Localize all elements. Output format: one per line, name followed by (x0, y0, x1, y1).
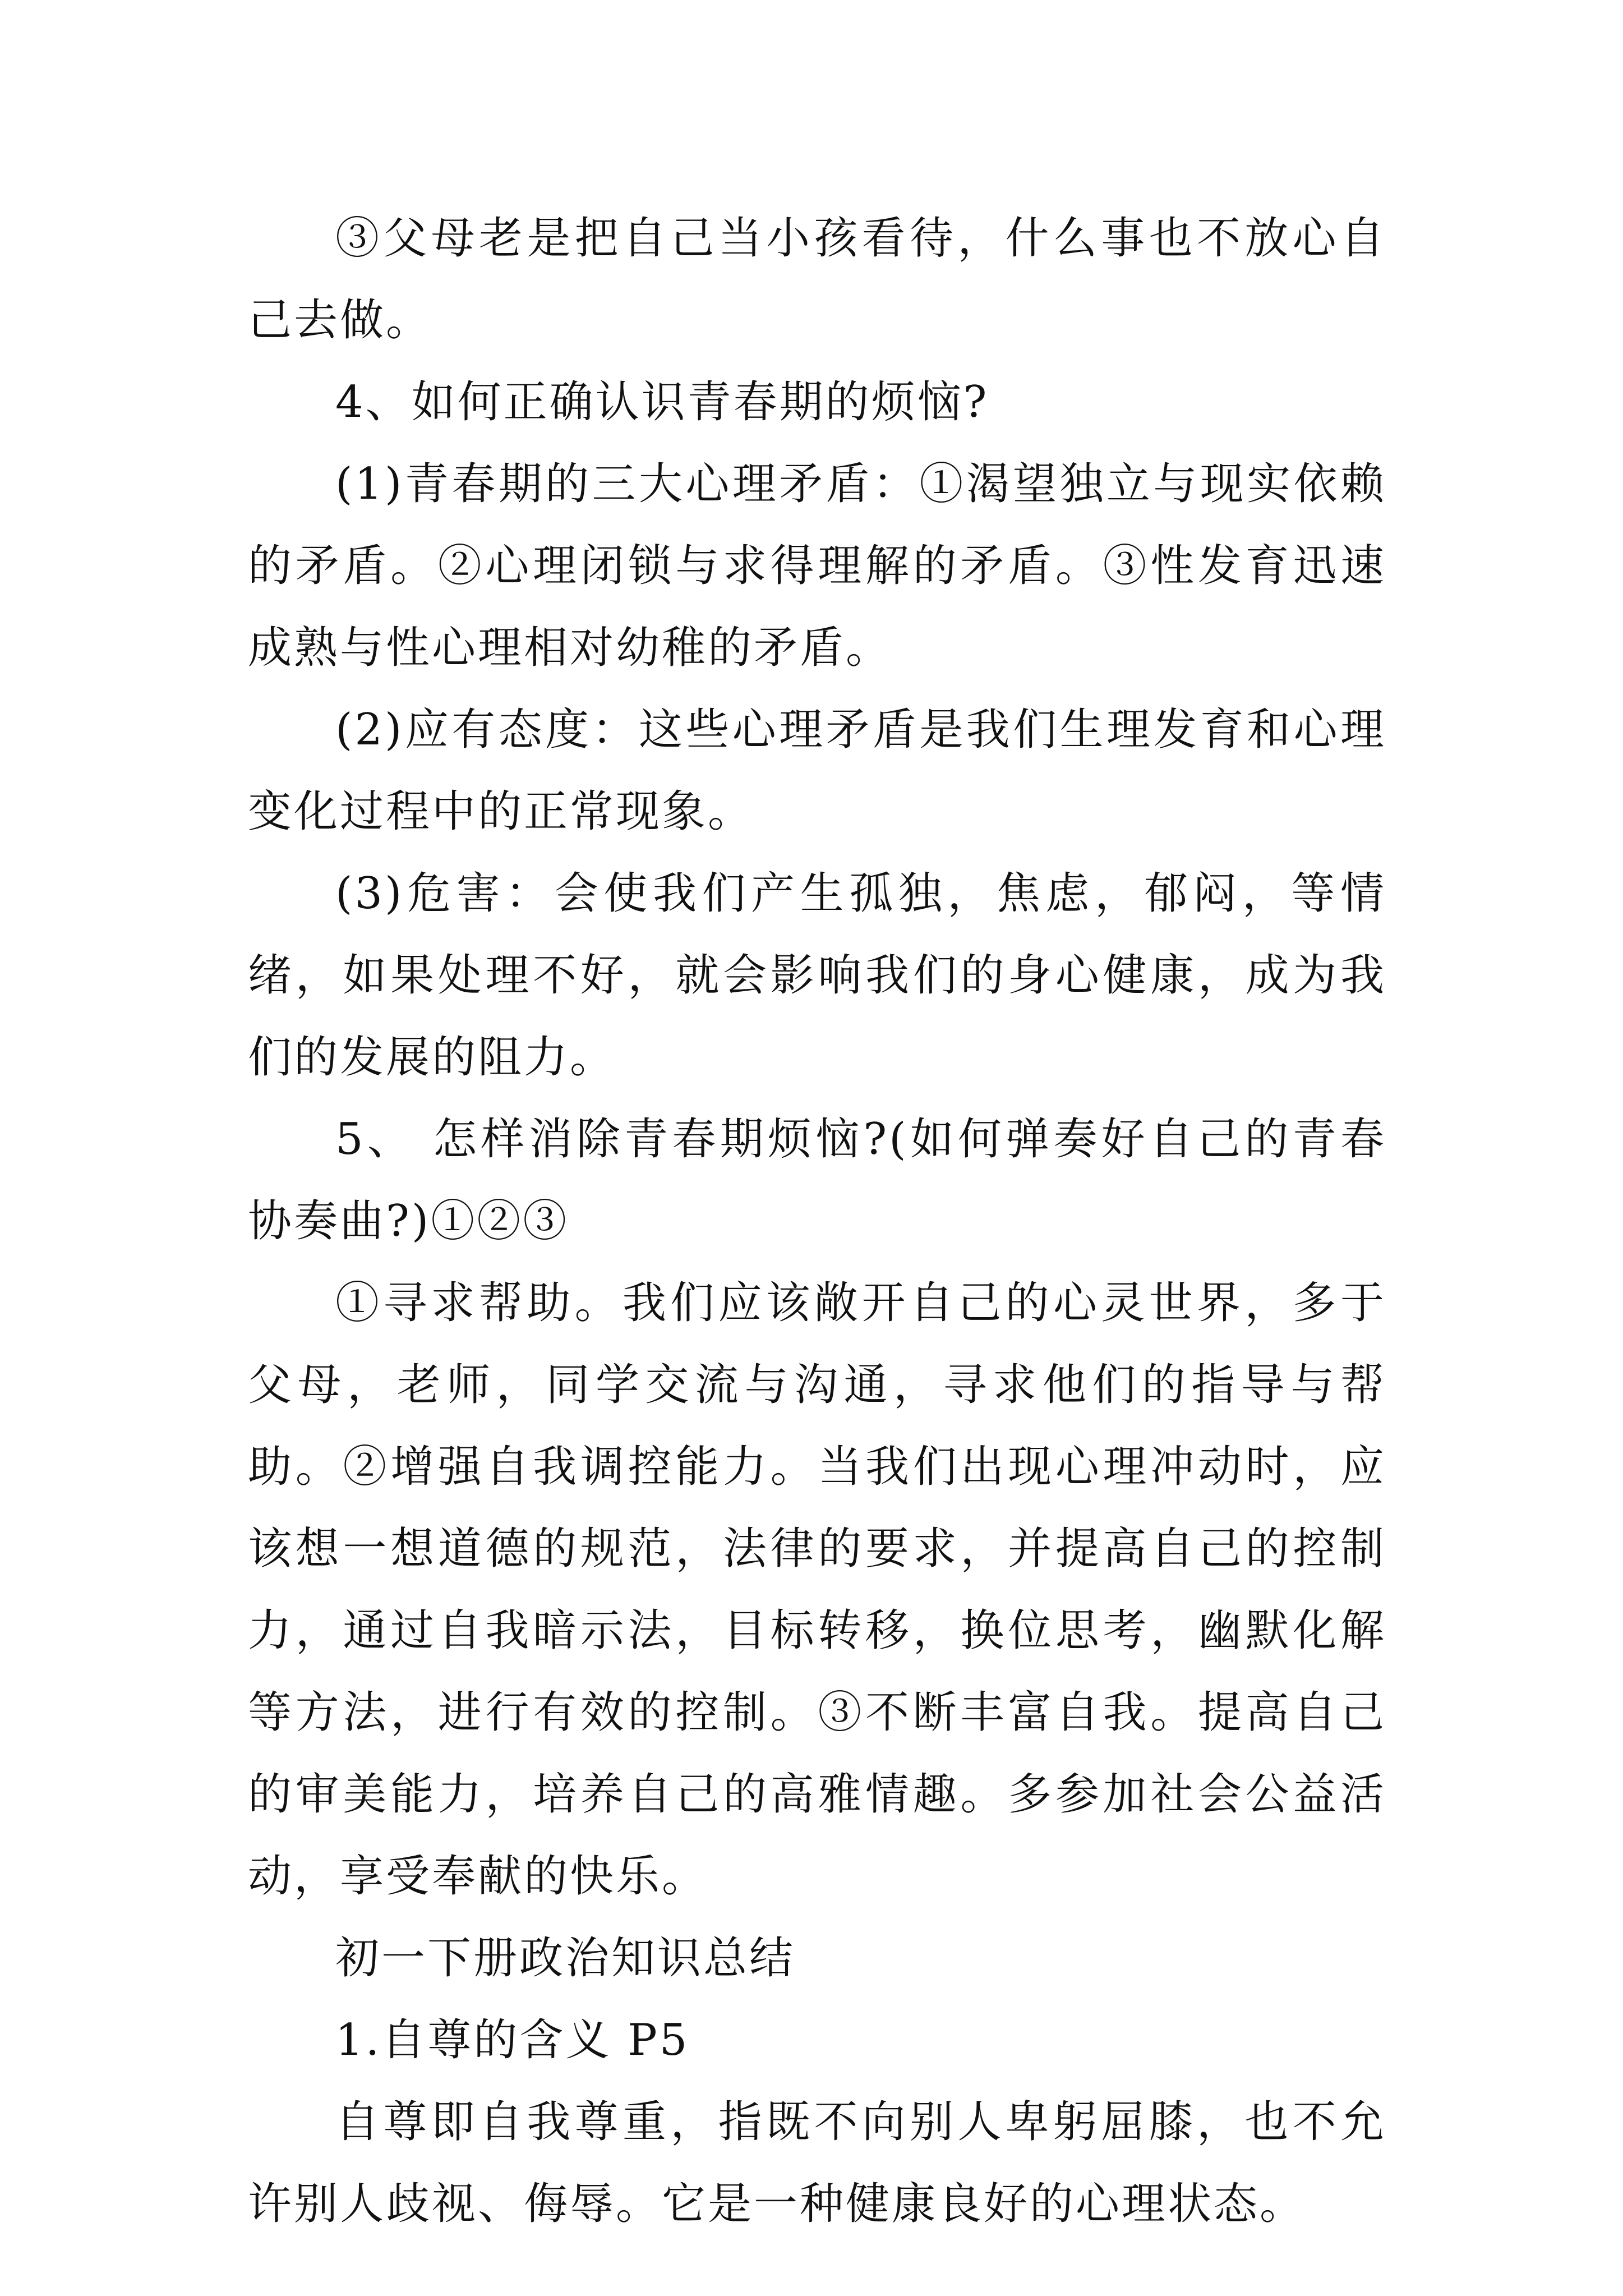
paragraph-self-respect: 自尊即自我尊重，指既不向别人卑躬屈膝，也不允许别人歧视、侮辱。它是一种健康良好的心理状态。 (248, 2097, 1386, 2229)
heading-question-5: 5、 怎样消除青春期烦恼?(如何弹奏好自己的青春协奏曲?)①②③ (248, 1114, 1386, 1246)
heading-self-respect-definition: 1.自尊的含义 P5 (335, 2015, 690, 2065)
paragraph-parents-attitude: ③父母老是把自己当小孩看待，什么事也不放心自己去做。 (248, 213, 1386, 346)
paragraph-proper-attitude: (2)应有态度：这些心理矛盾是我们生理发育和心理变化过程中的正常现象。 (248, 705, 1386, 837)
section-title: 初一下册政治知识总结 (335, 1933, 796, 1984)
paragraph-harm: (3)危害：会使我们产生孤独，焦虑，郁闷，等情绪，如果处理不好，就会影响我们的身心健康，成为我们的发展的阻力。 (248, 868, 1386, 1083)
paragraph-methods: ①寻求帮助。我们应该敞开自己的心灵世界，多于父母，老师，同学交流与沟通，寻求他们的指导与帮助。②增强自我调控能力。当我们出现心理冲动时，应该想一想道德的规范，法律的要求，并提高自己的控制力，通过自我暗示法，目标转移，换位思考，幽默化解等方法，进行有效的控制。③不断丰富自我。提高自己的审美能力，培养自己的高雅情趣。多参加社会公益活动，享受奉献的快乐。 (248, 1278, 1386, 1902)
document-body (248, 197, 1386, 2245)
paragraph-three-contradictions: (1)青春期的三大心理矛盾：①渴望独立与现实依赖的矛盾。②心理闭锁与求得理解的矛盾。③性发育迅速成熟与性心理相对幼稚的矛盾。 (248, 459, 1386, 673)
heading-question-4: 4、如何正确认识青春期的烦恼? (335, 377, 989, 427)
